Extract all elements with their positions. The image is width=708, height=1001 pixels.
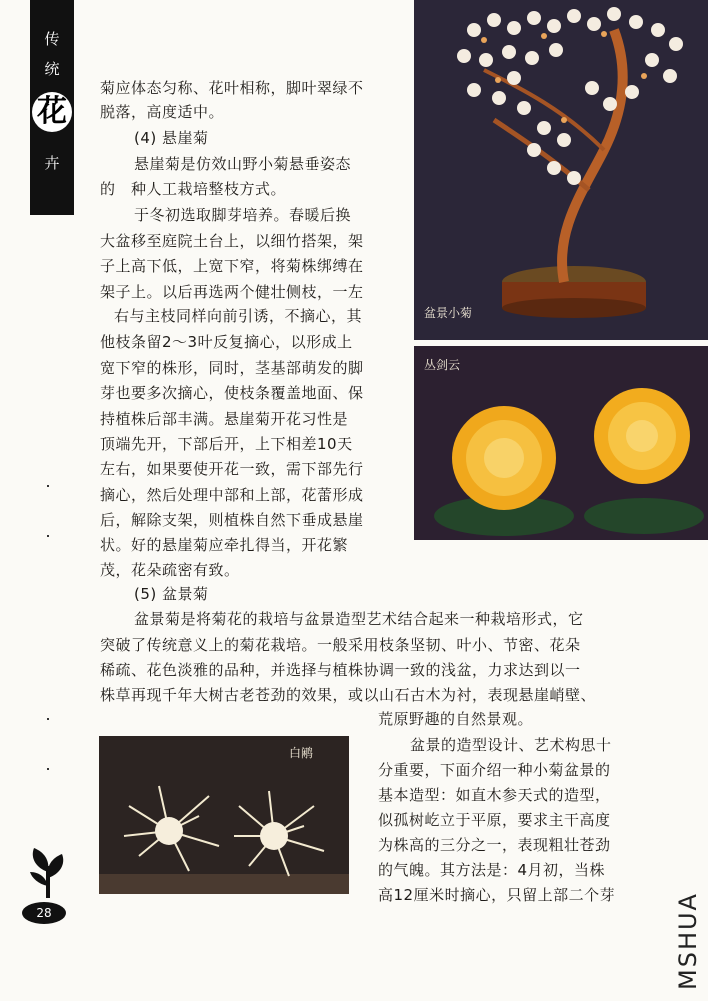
text-line: 的 种人工栽培整枝方式。 xyxy=(100,180,287,198)
text-line: 盆景菊是将菊花的栽培与盆景造型艺术结合起来一种栽培形式，它 xyxy=(134,610,584,628)
text-line: 于冬初选取脚芽培养。春暖后换 xyxy=(134,206,352,224)
text-line: 高12厘米时摘心，只留上部二个芽 xyxy=(378,886,616,904)
photo-bailu-chrysanthemum xyxy=(99,736,349,894)
subsection-heading: (4) 悬崖菊 xyxy=(134,129,209,147)
text-line: 的气魄。其方法是：4月初，当株 xyxy=(378,861,606,879)
text-line: 脱落，高度适中。 xyxy=(100,103,225,121)
text-line: 左右，如果要使开花一致，需下部先行 xyxy=(100,460,364,478)
watermark: MSHUA xyxy=(674,892,702,990)
text-line: 荒原野趣的自然景观。 xyxy=(378,710,534,728)
page-number: 28 xyxy=(22,902,66,924)
text-line: 茂，花朵疏密有致。 xyxy=(100,561,240,579)
photo-penjing-chrysanthemum xyxy=(414,0,708,340)
subsection-heading: (5) 盆景菊 xyxy=(134,585,209,603)
caption-bailu: 白鹇 xyxy=(289,746,314,760)
text-line: 突破了传统意义上的菊花栽培。一般采用枝条坚韧、叶小、节密、花朵 xyxy=(100,636,581,654)
text-line: 顶端先开，下部后开，上下相差10天 xyxy=(100,435,353,453)
margin-dot xyxy=(47,768,49,770)
photo-congjianyun-chrysanthemum xyxy=(414,346,708,540)
text-line: 后，解除支架，则植株自然下垂成悬崖 xyxy=(100,511,364,529)
leaf-icon xyxy=(26,842,70,900)
section-sidebar xyxy=(30,0,74,215)
text-line: 盆景的造型设计、艺术构思十 xyxy=(410,736,612,754)
sidebar-char: 卉 xyxy=(44,154,60,172)
text-line: 分重要，下面介绍一种小菊盆景的 xyxy=(378,761,611,779)
caption-congjianyun: 丛剑云 xyxy=(424,358,461,372)
yellow-chrysanthemum-illustration xyxy=(414,346,708,540)
margin-dot xyxy=(47,718,49,720)
sidebar-char: 统 xyxy=(44,60,60,78)
text-line: 菊应体态匀称、花叶相称，脚叶翠绿不 xyxy=(100,79,364,97)
text-line: 他枝条留2～3叶反复摘心，以形成上 xyxy=(100,333,353,351)
text-line: 稀疏、花色淡雅的品种，并选择与植株协调一致的浅盆，力求达到以一 xyxy=(100,661,581,679)
text-line: 悬崖菊是仿效山野小菊悬垂姿态 xyxy=(134,155,352,173)
margin-dot xyxy=(47,535,49,537)
text-line: 状。好的悬崖菊应牵扎得当，开花繁 xyxy=(100,536,349,554)
text-line: 子上高下低，上宽下窄，将菊株绑缚在 xyxy=(100,257,364,275)
caption-penjing: 盆景小菊 xyxy=(424,306,473,320)
text-line: 似孤树屹立于平原，要求主干高度 xyxy=(378,811,611,829)
text-line: 株草再现千年大树古老苍劲的效果，或以山石古木为衬，表现悬崖峭壁、 xyxy=(100,686,597,704)
text-line: 芽也要多次摘心，使枝条覆盖地面、保 xyxy=(100,384,364,402)
text-line: 宽下窄的株形，同时，茎基部萌发的脚 xyxy=(100,359,364,377)
text-line: 右与主枝同样向前引诱，不摘心，其 xyxy=(114,307,363,325)
bonsai-illustration xyxy=(414,0,708,340)
text-line: 为株高的三分之一，表现粗壮苍劲 xyxy=(378,836,611,854)
margin-dot xyxy=(47,485,49,487)
sidebar-char: 传 xyxy=(44,30,60,48)
sidebar-flower-char: 花 xyxy=(32,92,72,132)
text-line: 架子上。以后再选两个健壮侧枝，一左 xyxy=(100,283,364,301)
text-line: 摘心，然后处理中部和上部，花蕾形成 xyxy=(100,486,364,504)
text-line: 大盆移至庭院土台上，以细竹搭架，架 xyxy=(100,232,364,250)
text-line: 基本造型：如直木参天式的造型， xyxy=(378,786,611,804)
text-line: 持植株后部丰满。悬崖菊开花习性是 xyxy=(100,410,349,428)
